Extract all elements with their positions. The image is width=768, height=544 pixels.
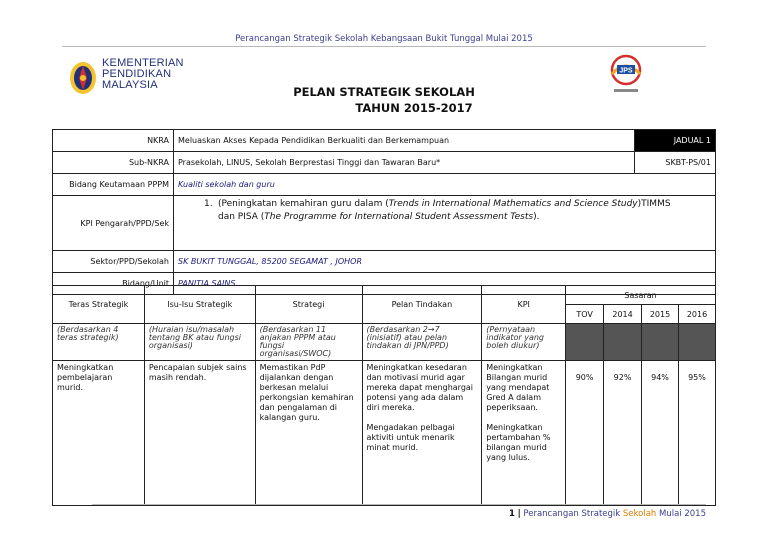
page-number: 1 <box>508 509 515 519</box>
footer-text-end: Mulai 2015 <box>659 509 706 519</box>
info-row-subnkra <box>53 152 716 174</box>
info-row-nkra <box>53 130 716 152</box>
info-row-kpi <box>53 196 716 251</box>
sub-dark-cell <box>642 324 679 361</box>
document-code: SKBT-PS/01 <box>635 152 716 174</box>
sub-teras: (Berdasarkan 4 teras strategik) <box>53 324 145 361</box>
subheader-row <box>53 324 716 361</box>
sub-pelan: (Berdasarkan 2→7 (inisiatif) atau pelan tindakan di JPN/PPD) <box>362 324 482 361</box>
header-row <box>53 286 716 305</box>
sub-dark-cell <box>604 324 642 361</box>
sub-dark-cell <box>566 324 604 361</box>
cell-2016: 95% <box>678 361 715 506</box>
col-2015: 2015 <box>642 305 679 324</box>
strategy-table <box>52 285 716 506</box>
footer <box>509 509 706 519</box>
unit-label: Bidang/Unit <box>53 273 174 295</box>
jadual-badge: JADUAL 1 <box>635 130 716 152</box>
col-strategi: Strategi <box>255 286 362 324</box>
bidang-label: Bidang Keutamaan PPPM <box>53 174 174 196</box>
footer-highlight: Sekolah <box>622 509 657 519</box>
col-teras: Teras Strategik <box>53 286 145 324</box>
col-2014: 2014 <box>604 305 642 324</box>
col-tov: TOV <box>566 305 604 324</box>
col-sasaran: Sasaran <box>566 286 716 305</box>
cell-tov: 90% <box>566 361 604 506</box>
cell-pelan: Meningkatkan kesedaran dan motivasi murid agar mereka dapat menghargai potensi yang ada dalam diri mereka. Mengadakan pelbagai aktiviti untuk menarik minat murid. <box>362 361 482 506</box>
sub-isu: (Huraian isu/masalah tentang BK atau fungsi organisasi) <box>144 324 255 361</box>
cell-kpi: Meningkatkan Bilangan murid yang mendapat Gred A dalam peperiksaan. Meningkatkan pertambahan % bilangan murid yang lulus. <box>482 361 566 506</box>
info-table <box>52 129 716 295</box>
sektor-value: SK BUKIT TUNGGAL, 85200 SEGAMAT , JOHOR <box>174 251 716 273</box>
kpm-logo-text: KEMENTERIAN PENDIDIKAN MALAYSIA <box>102 57 184 91</box>
subnkra-value: Prasekolah, LINUS, Sekolah Berprestasi Tinggi dan Tawaran Baru* <box>174 152 635 174</box>
footer-separator: | <box>517 509 521 519</box>
cell-2015: 94% <box>642 361 679 506</box>
cell-strategi: Memastikan PdP dijalankan dengan berkesan melalui perkongsian kemahiran dan pengalaman di kalangan guru. <box>255 361 362 506</box>
footer-divider <box>92 504 706 505</box>
nkra-label: NKRA <box>53 130 174 152</box>
header-divider <box>62 46 706 47</box>
unit-value: PANITIA SAINS <box>174 273 716 295</box>
kpi-label: KPI Pengarah/PPD/Sek <box>53 196 174 251</box>
cell-2014: 92% <box>604 361 642 506</box>
cell-isu: Pencapaian subjek sains masih rendah. <box>144 361 255 506</box>
footer-text: Perancangan Strategik <box>523 509 621 519</box>
col-pelan: Pelan Tindakan <box>362 286 482 324</box>
col-2016: 2016 <box>678 305 715 324</box>
sektor-label: Sektor/PPD/Sekolah <box>53 251 174 273</box>
sub-kpi: (Pernyataan indikator yang boleh diukur) <box>482 324 566 361</box>
info-row-sektor <box>53 251 716 273</box>
col-kpi: KPI <box>482 286 566 324</box>
kpi-value: 1. (Peningkatan kemahiran guru dalam (Trends in International Mathematics and Science Study)TIMMS dan PISA (The Programme for International Student Assessment Tests). <box>174 196 716 251</box>
subnkra-label: Sub-NKRA <box>53 152 174 174</box>
info-row-bidang <box>53 174 716 196</box>
svg-text:JPS: JPS <box>619 67 633 75</box>
sub-strategi: (Berdasarkan 11 anjakan PPPM atau fungsi organisasi/SWOC) <box>255 324 362 361</box>
table-row <box>53 361 716 506</box>
document-title: PELAN STRATEGIK SEKOLAH TAHUN 2015-2017 <box>293 85 475 115</box>
bidang-value: Kualiti sekolah dan guru <box>174 174 716 196</box>
nkra-value: Meluaskan Akses Kepada Pendidikan Berkualiti dan Berkemampuan <box>174 130 635 152</box>
sub-dark-cell <box>678 324 715 361</box>
col-isu: Isu-Isu Strategik <box>144 286 255 324</box>
header-title: Perancangan Strategik Sekolah Kebangsaan Bukit Tunggal Mulai 2015 <box>235 34 533 44</box>
cell-teras: Meningkatkan pembelajaran murid. <box>53 361 145 506</box>
